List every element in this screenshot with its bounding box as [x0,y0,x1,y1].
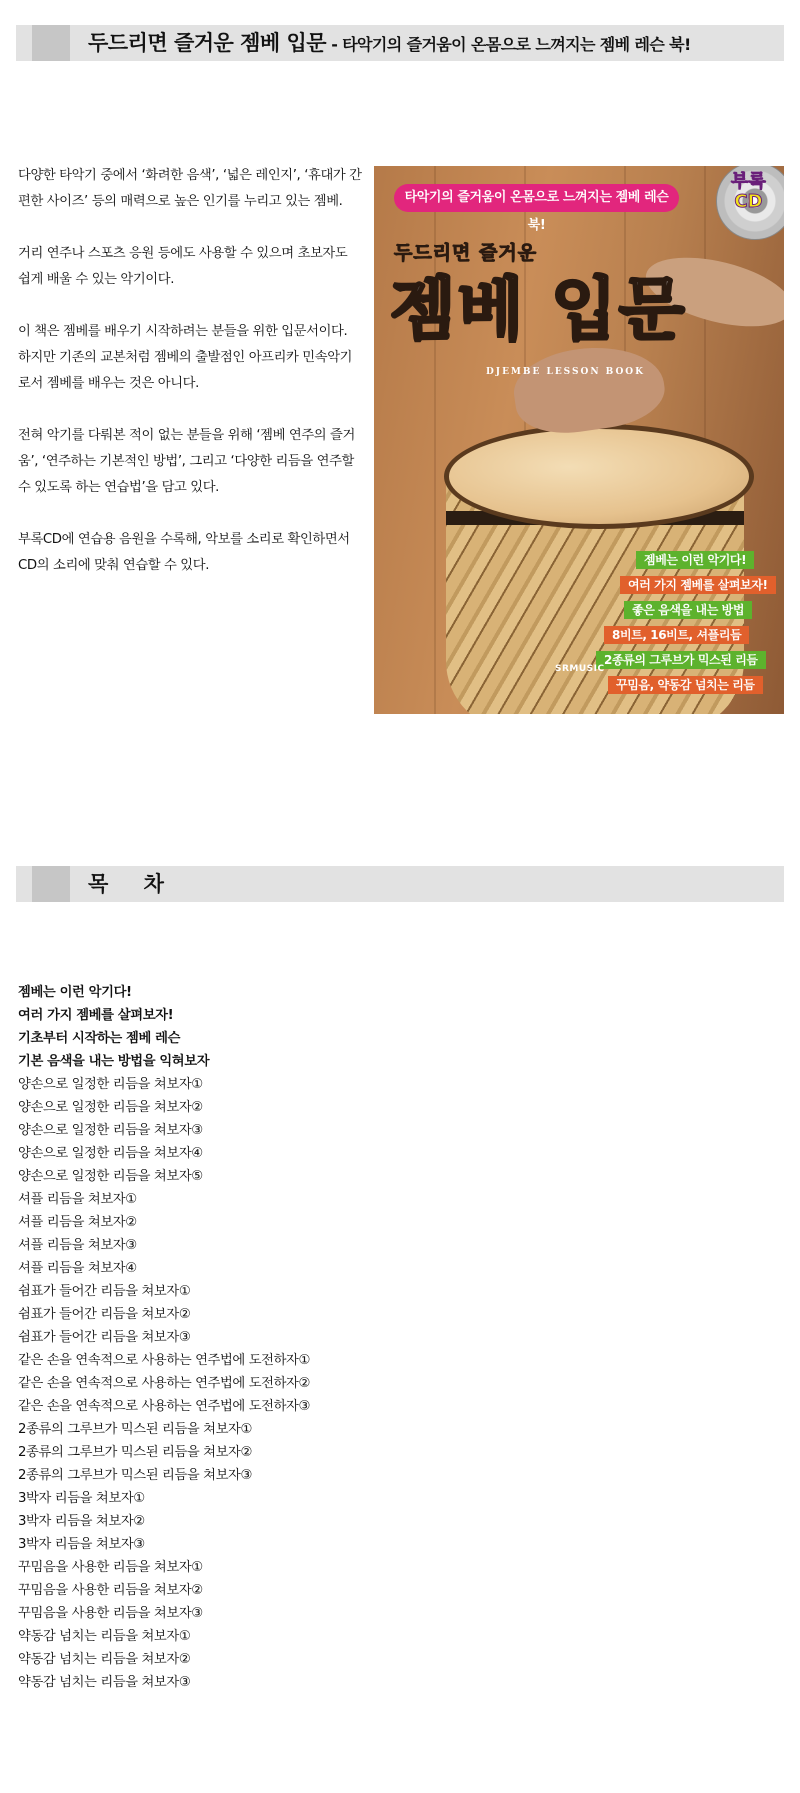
cover-tag: 젬베는 이런 악기다! [636,551,754,569]
cover-tag: 꾸밈음, 약동감 넘치는 리듬 [608,676,763,694]
toc-item: 약동감 넘치는 리듬을 쳐보자① [18,1629,191,1644]
description-paragraph: 전혀 악기를 다뤄본 적이 없는 분들을 위해 ‘젬베 연주의 즐거움’, ‘연주하는 기본적인 방법’, 그리고 ‘다양한 리듬을 연주할 수 있도록 하는 연습법’을 담고 있다. [18,428,355,495]
toc-item: 셔플 리듬을 쳐보자③ [18,1238,137,1253]
toc-item: 같은 손을 연속적으로 사용하는 연주법에 도전하자③ [18,1399,310,1414]
toc-item: 같은 손을 연속적으로 사용하는 연주법에 도전하자② [18,1376,310,1391]
toc-item: 3박자 리듬을 쳐보자② [18,1514,145,1529]
toc-item: 약동감 넘치는 리듬을 쳐보자③ [18,1675,191,1690]
toc-item: 양손으로 일정한 리듬을 쳐보자④ [18,1146,203,1161]
description-paragraph: 거리 연주나 스포츠 응원 등에도 사용할 수 있으며 초보자도 쉽게 배울 수 있는 악기이다. [18,246,348,287]
description-paragraph: 부록CD에 연습용 음원을 수록해, 악보를 소리로 확인하면서 CD의 소리에 맞춰 연습할 수 있다. [18,532,350,573]
toc-list [18,981,310,1694]
publisher-logo: SRMUSIC [555,664,605,674]
toc-item: 3박자 리듬을 쳐보자① [18,1491,145,1506]
toc-item: 2종류의 그루브가 믹스된 리듬을 쳐보자② [18,1445,253,1460]
toc-header-bar [16,866,784,902]
toc-item: 양손으로 일정한 리듬을 쳐보자⑤ [18,1169,203,1184]
cover-english-title: DJEMBE LESSON BOOK [486,367,645,377]
cover-title: 젬베 입문 [390,271,687,350]
toc-item: 기본 음색을 내는 방법을 익혀보자 [18,1054,210,1069]
product-title-subtitle: - 타악기의 즐거움이 온몸으로 느껴지는 젬베 레슨 북! [331,35,691,54]
toc-item: 쉼표가 들어간 리듬을 쳐보자① [18,1284,191,1299]
product-header-bar [16,25,784,61]
cd-badge-line2: CD [734,191,763,212]
product-description [18,163,363,605]
cd-badge-line1: 부록 [731,171,766,192]
toc-title: 목 차 [88,872,178,896]
toc-item: 셔플 리듬을 쳐보자① [18,1192,137,1207]
toc-item: 여러 가지 젬베를 살펴보자! [18,1008,174,1023]
toc-item: 꾸밈음을 사용한 리듬을 쳐보자② [18,1583,203,1598]
toc-item: 같은 손을 연속적으로 사용하는 연주법에 도전하자① [18,1353,310,1368]
header-marker [32,866,70,902]
cover-subtitle: 두드리면 즐거운 [394,242,538,264]
description-paragraph: 이 책은 젬베를 배우기 시작하려는 분들을 위한 입문서이다. 하지만 기존의 교본처럼 젬베의 출발점인 아프리카 민속악기로서 젬베를 배우는 것은 아니다. [18,324,353,391]
toc-item: 양손으로 일정한 리듬을 쳐보자① [18,1077,203,1092]
toc-item: 셔플 리듬을 쳐보자④ [18,1261,137,1276]
cover-tag: 2종류의 그루브가 믹스된 리듬 [596,651,766,669]
toc-item: 셔플 리듬을 쳐보자② [18,1215,137,1230]
toc-item: 약동감 넘치는 리듬을 쳐보자② [18,1652,191,1667]
toc-item: 3박자 리듬을 쳐보자③ [18,1537,145,1552]
cover-banner: 타악기의 즐거움이 온몸으로 느껴지는 젬베 레슨 북! [394,184,679,212]
product-title [88,25,691,61]
header-marker [32,25,70,61]
product-title-main: 두드리면 즐거운 젬베 입문 [88,31,327,55]
toc-item: 쉼표가 들어간 리듬을 쳐보자③ [18,1330,191,1345]
toc-item: 쉼표가 들어간 리듬을 쳐보자② [18,1307,191,1322]
description-paragraph: 다양한 타악기 중에서 ‘화려한 음색’, ‘넓은 레인지’, ‘휴대가 간편한 사이즈’ 등의 매력으로 높은 인기를 누리고 있는 젬베. [18,168,362,209]
hand-illustration [509,338,669,440]
toc-item: 기초부터 시작하는 젬베 레슨 [18,1031,181,1046]
toc-item: 양손으로 일정한 리듬을 쳐보자② [18,1100,203,1115]
cover-tag: 여러 가지 젬베를 살펴보자! [620,576,776,594]
cover-tag: 좋은 음색을 내는 방법 [624,601,752,619]
toc-item: 꾸밈음을 사용한 리듬을 쳐보자① [18,1560,203,1575]
cover-tag: 8비트, 16비트, 셔플리듬 [604,626,749,644]
toc-item: 젬베는 이런 악기다! [18,985,132,1000]
book-cover [374,166,784,714]
toc-item: 2종류의 그루브가 믹스된 리듬을 쳐보자① [18,1422,253,1437]
cd-badge [731,172,766,212]
toc-item: 2종류의 그루브가 믹스된 리듬을 쳐보자③ [18,1468,253,1483]
toc-item: 양손으로 일정한 리듬을 쳐보자③ [18,1123,203,1138]
toc-item: 꾸밈음을 사용한 리듬을 쳐보자③ [18,1606,203,1621]
djembe-skin [444,424,754,529]
